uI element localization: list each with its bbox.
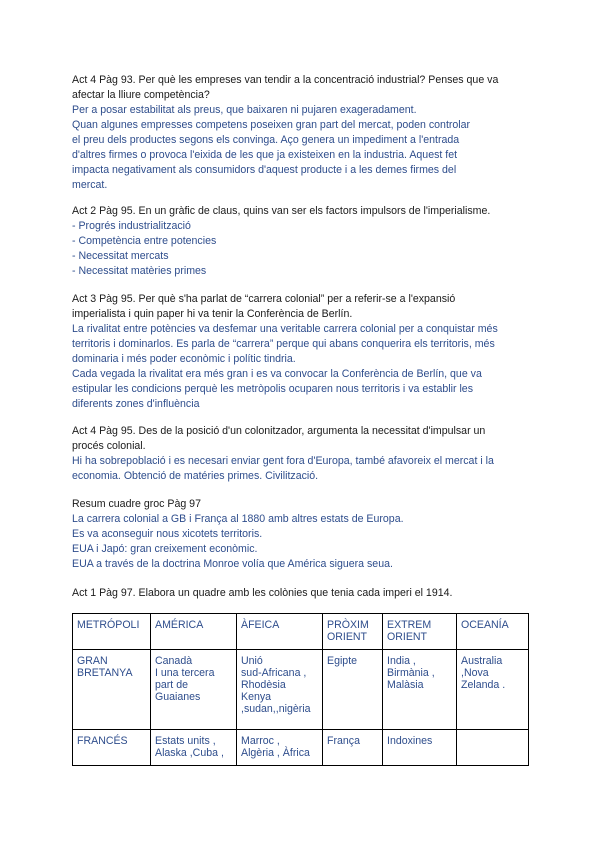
header-oceania: OCEANÍA [457, 614, 529, 650]
header-extrem-orient: EXTREM ORIENT [383, 614, 457, 650]
question-line: Act 1 Pàg 97. Elabora un quadre amb les colònies que tenia cada imperi el 1914. [72, 587, 453, 599]
list-item: - Necessitat matèries primes [72, 265, 207, 277]
answer-line: EUA a través de la doctrina Monroe volía que América siguera seua. [72, 558, 393, 570]
answer-line: Es va aconseguir nous xicotets territoris. [72, 528, 263, 540]
answer-line: La rivalitat entre potències va desfemar una veritable carrera colonial per a conquistar més [72, 323, 498, 335]
table-cell: Canadà I una tercera part de Guaianes [151, 650, 237, 730]
header-metropoli: METRÓPOLI [73, 614, 151, 650]
question-line: Act 4 Pàg 95. Des de la posició d'un colonitzador, argumenta la necessitat d'impulsar un [72, 425, 486, 437]
answer-line: economia. Obtenció de matéries primes. Civilització. [72, 470, 319, 482]
answer-line: Per a posar estabilitat als preus, que baixaren ni pujaren exageradament. [72, 104, 417, 116]
answer-line: EUA i Japó: gran creixement econòmic. [72, 543, 258, 555]
answer-line: territoris i dominarlos. Es parla de “carrera” perque qui abans conquerira els territoris, més [72, 338, 495, 350]
question-line: afectar la lliure competència? [72, 89, 210, 101]
answer-line: impacta negativament als consumidors d'aquest producte i a les demes firmes del [72, 164, 457, 176]
activity-95-3 [72, 292, 530, 412]
table-cell: Estats units , Alaska ,Cuba , [151, 730, 237, 766]
answer-line: diferents zones d'influència [72, 398, 200, 410]
answer-line: Cada vegada la rivalitat era més gran i es va convocar la Conferència de Berlín, que va [72, 368, 482, 380]
question-line: Act 3 Pàg 95. Per què s'ha parlat de “carrera colonial” per a referir-se a l'expansió [72, 293, 456, 305]
question-line: procés colonial. [72, 440, 146, 452]
table-cell: Indoxines [383, 730, 457, 766]
activity-93-4 [72, 73, 530, 193]
summary-97 [72, 497, 530, 572]
header-america: AMÉRICA [151, 614, 237, 650]
answer-line: La carrera colonial a GB i França al 1880 amb altres estats de Europa. [72, 513, 404, 525]
answer-line: mercat. [72, 179, 108, 191]
answer-line: dominaria i més poder econòmic i polític tindria. [72, 353, 296, 365]
answer-line: el preu dels productes segons els convinga. Aço genera un impediment a l'entrada [72, 134, 460, 146]
table-cell: Australia ,Nova Zelanda . [457, 650, 529, 730]
activity-95-2 [72, 204, 530, 279]
table-cell: India , Birmània , Malàsia [383, 650, 457, 730]
header-africa: ÀFEICA [237, 614, 323, 650]
answer-line: Hi ha sobrepoblació i es necesari enviar gent fora d'Europa, també afavoreix el mercat i la [72, 455, 494, 467]
question-line: imperialista i quin paper hi va tenir la Conferència de Berlín. [72, 308, 353, 320]
list-item: - Competència entre potencies [72, 235, 217, 247]
table-header-row [73, 614, 529, 650]
table-row [73, 730, 529, 766]
question-line: Act 4 Pàg 93. Per què les empreses van tendir a la concentració industrial? Penses que va [72, 74, 499, 86]
list-item: - Progrés industrialització [72, 220, 191, 232]
answer-line: Quan algunes empresses competens poseixen gran part del mercat, poden controlar [72, 119, 471, 131]
colonies-table [72, 613, 529, 766]
question-line: Act 2 Pàg 95. En un gràfic de claus, quins van ser els factors impulsors de l'imperialisme. [72, 205, 491, 217]
table-cell: FRANCÉS [73, 730, 151, 766]
table-cell: GRAN BRETANYA [73, 650, 151, 730]
table-row [73, 650, 529, 730]
list-item: - Necessitat mercats [72, 250, 169, 262]
answer-line: estipular les condicions perquè les metròpolis ocuparen nous territoris i va establir les [72, 383, 473, 395]
table-cell: França [323, 730, 383, 766]
header-proxim-orient: PRÒXIM ORIENT [323, 614, 383, 650]
table-cell: Unió sud-Africana , Rhodèsia Kenya ,sudan,,nigèria [237, 650, 323, 730]
activity-97-1 [72, 586, 530, 601]
table-cell [457, 730, 529, 766]
table-cell: Egipte [323, 650, 383, 730]
answer-line: d'altres firmes o provoca l'eixida de les que ja existeixen en la industria. Aquest fet [72, 149, 458, 161]
table-cell: Marroc , Algèria , Àfrica [237, 730, 323, 766]
section-heading: Resum cuadre groc Pàg 97 [72, 498, 201, 510]
activity-95-4 [72, 424, 530, 484]
